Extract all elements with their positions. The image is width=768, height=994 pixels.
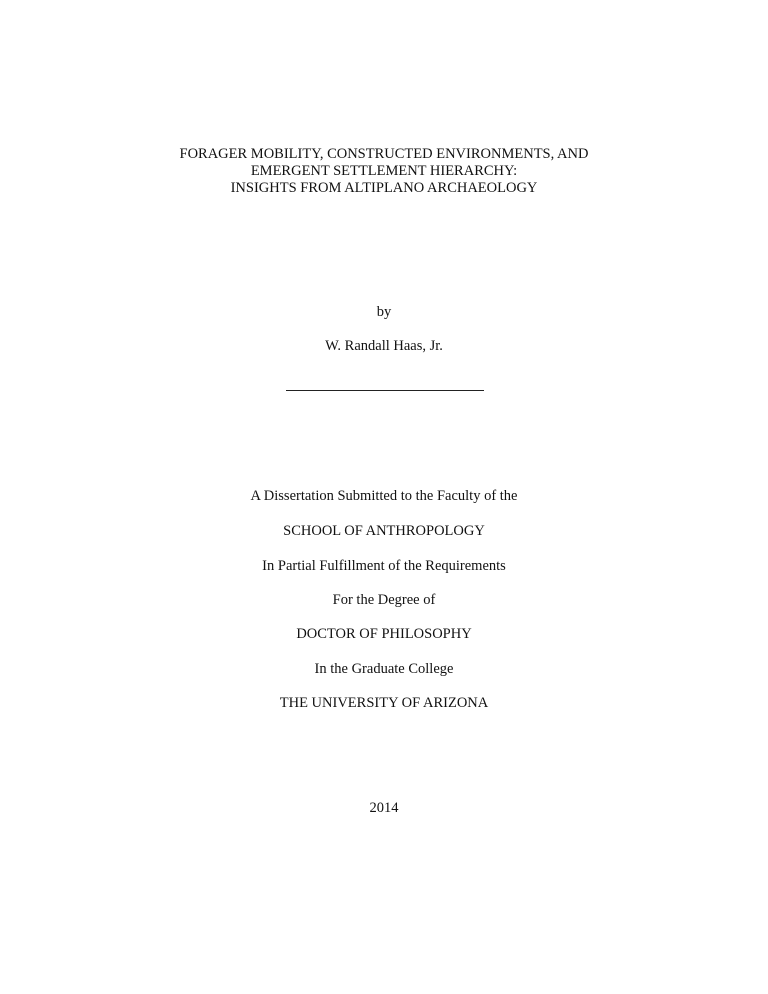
graduate-college: In the Graduate College: [314, 661, 454, 677]
school-name: SCHOOL OF ANTHROPOLOGY: [283, 523, 485, 539]
author-name: W. Randall Haas, Jr.: [325, 338, 443, 354]
title-line-1: FORAGER MOBILITY, CONSTRUCTED ENVIRONMENTS, AND: [179, 146, 589, 162]
by-label: by: [376, 304, 392, 320]
submission-intro: A Dissertation Submitted to the Faculty of the: [250, 488, 518, 504]
signature-rule: [286, 390, 484, 391]
dissertation-title: [0, 146, 768, 197]
title-line-2: EMERGENT SETTLEMENT HIERARCHY:: [250, 163, 518, 179]
university-name: THE UNIVERSITY OF ARIZONA: [279, 695, 489, 711]
degree-intro: For the Degree of: [332, 592, 436, 608]
fulfillment-statement: In Partial Fulfillment of the Requirements: [262, 558, 506, 574]
publication-year: 2014: [369, 800, 399, 816]
title-line-3: INSIGHTS FROM ALTIPLANO ARCHAEOLOGY: [230, 180, 538, 196]
degree-name: DOCTOR OF PHILOSOPHY: [296, 626, 472, 642]
